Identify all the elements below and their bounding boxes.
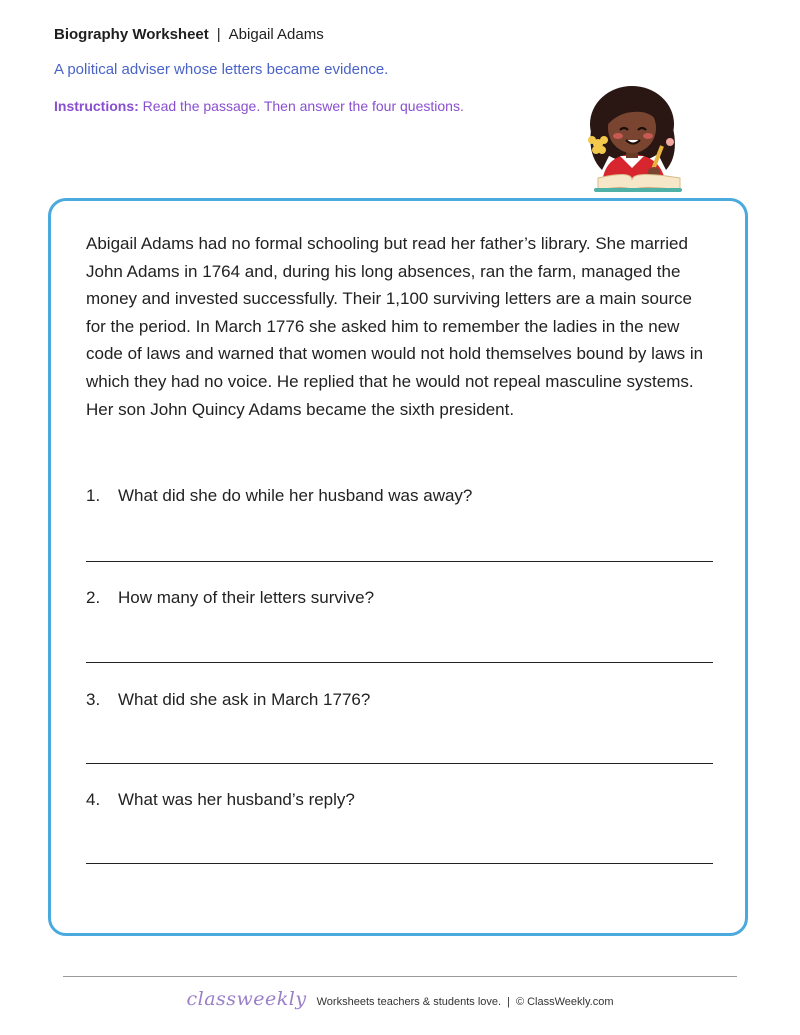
footer <box>0 988 800 1010</box>
answer-line-4[interactable] <box>86 863 713 864</box>
question-number: 2. <box>86 588 101 607</box>
footer-copyright: © ClassWeekly.com <box>515 996 614 1008</box>
footer-divider <box>63 976 737 977</box>
question-3 <box>86 690 370 710</box>
footer-separator: | <box>507 996 510 1008</box>
header-separator: | <box>216 26 221 43</box>
worksheet-type: Biography Worksheet <box>54 26 209 43</box>
worksheet-header <box>54 26 324 43</box>
question-text: What did she ask in March 1776? <box>118 690 371 709</box>
answer-line-3[interactable] <box>86 763 713 764</box>
subtitle: A political adviser whose letters became evidence. <box>54 61 389 78</box>
instructions-label: Instructions: <box>54 98 139 114</box>
question-number: 4. <box>86 790 101 809</box>
girl-reading-writing-illustration <box>580 84 688 194</box>
question-text: What was her husband’s reply? <box>118 790 355 809</box>
question-text: How many of their letters survive? <box>118 588 375 607</box>
question-number: 3. <box>86 690 101 709</box>
worksheet-subject: Abigail Adams <box>228 26 324 43</box>
question-1 <box>86 486 472 506</box>
answer-line-2[interactable] <box>86 662 713 663</box>
question-2 <box>86 588 374 608</box>
answer-line-1[interactable] <box>86 561 713 562</box>
question-4 <box>86 790 355 810</box>
footer-tagline: Worksheets teachers & students love. <box>316 996 502 1008</box>
brand-logo: classweekly <box>186 988 307 1010</box>
question-text: What did she do while her husband was away? <box>118 486 473 505</box>
instructions-text: Read the passage. Then answer the four questions. <box>142 98 464 114</box>
instructions <box>54 98 464 114</box>
reading-passage: Abigail Adams had no formal schooling but read her father’s library. She married John Adams in 1764 and, during his long absences, ran the farm, managed the money and invested successfully. Their 1,100 surviving letters are a main source for the period. In March 1776 she asked him to remember the ladies in the new code of laws and warned that women would not hold themselves bound by laws in which they had no voice. He replied that he would not repeal masculine systems. Her son John Quincy Adams became the sixth president. <box>86 234 704 419</box>
question-number: 1. <box>86 486 101 505</box>
